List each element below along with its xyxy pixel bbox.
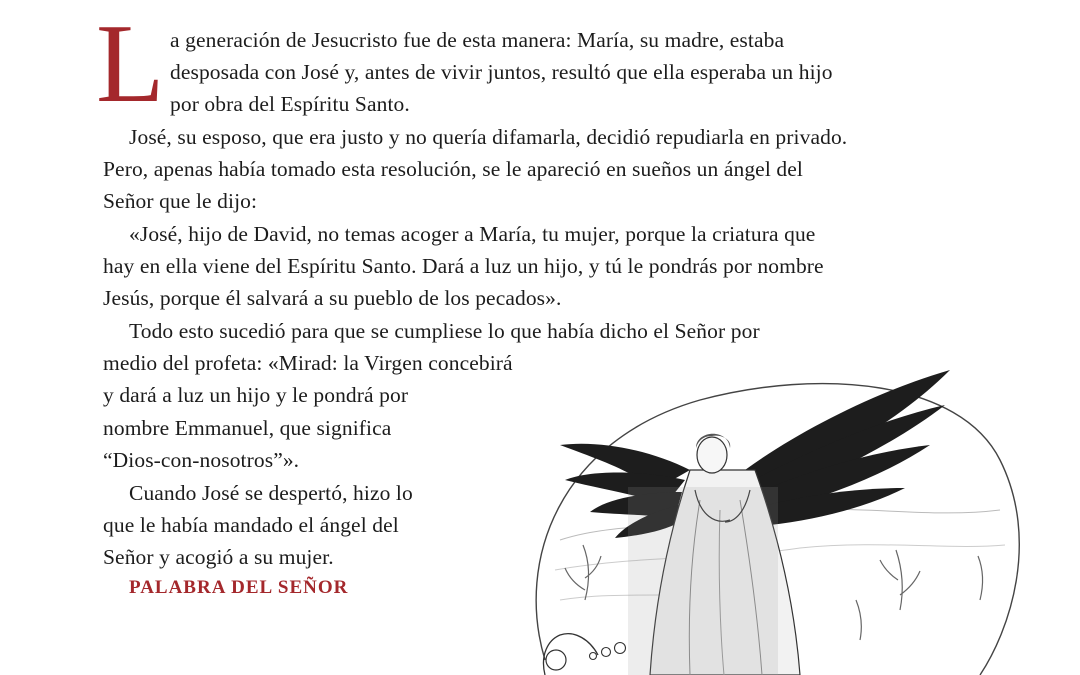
- text-line: “Dios-con-nosotros”».: [103, 448, 300, 472]
- text-line: medio del profeta: «Mirad: la Virgen concebirá: [103, 351, 513, 375]
- text-line: hay en ella viene del Espíritu Santo. Dará a luz un hijo, y tú le pondrás por nombre: [103, 254, 824, 278]
- closing-acclamation: PALABRA DEL SEÑOR: [129, 577, 349, 598]
- text-line: nombre Emmanuel, que significa: [103, 416, 392, 440]
- text-line: desposada con José y, antes de vivir juntos, resultó que ella esperaba un hijo: [170, 60, 833, 84]
- text-line: por obra del Espíritu Santo.: [170, 92, 410, 116]
- text-line: Señor que le dijo:: [103, 189, 258, 213]
- text-line: Cuando José se despertó, hizo lo: [129, 481, 413, 505]
- angel-dream-illustration: [520, 360, 1080, 675]
- drop-cap: L: [96, 2, 165, 126]
- text-line: «José, hijo de David, no temas acoger a María, tu mujer, porque la criatura que: [129, 222, 816, 246]
- text-line: Jesús, porque él salvará a su pueblo de los pecados».: [103, 286, 562, 310]
- text-line: Todo esto sucedió para que se cumpliese lo que había dicho el Señor por: [129, 319, 760, 343]
- text-line: José, su esposo, que era justo y no quería difamarla, decidió repudiarla en privado.: [129, 125, 848, 149]
- text-line: a generación de Jesucristo fue de esta manera: María, su madre, estaba: [170, 28, 785, 52]
- text-line: Señor y acogió a su mujer.: [103, 545, 334, 569]
- text-line: que le había mandado el ángel del: [103, 513, 399, 537]
- text-line: Pero, apenas había tomado esta resolución, se le apareció en sueños un ángel del: [103, 157, 803, 181]
- text-line: y dará a luz un hijo y le pondrá por: [103, 383, 409, 407]
